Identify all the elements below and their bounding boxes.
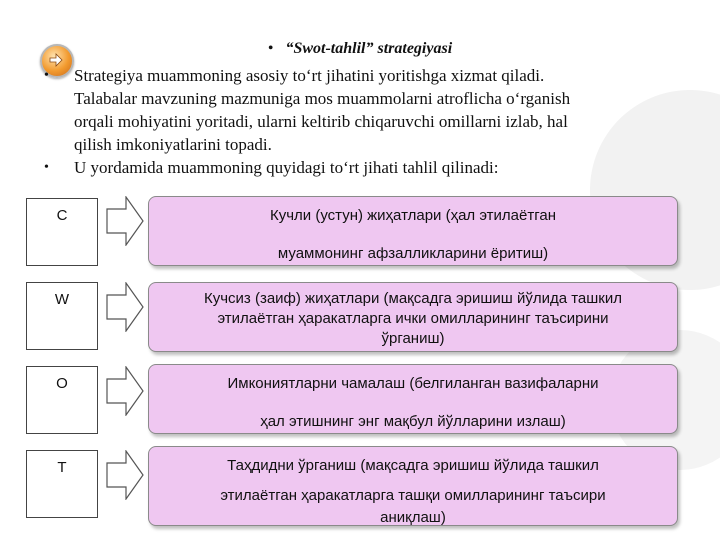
bullet-line: Talabalar mavzuning mazmuniga mos muammolarni atroflicha o‘rganish [74, 89, 571, 108]
block-arrow-right-icon [106, 366, 144, 416]
desc-line: этилаётган ҳаракатларга ташқи омилларининг таъсири [220, 487, 606, 504]
swot-desc-weaknesses [148, 282, 678, 352]
bullet-dot: • [44, 160, 49, 175]
bullet-line: orqali mohiyatini yoritadi, ularni keltirib chiqaruvchi omillarni izlab, hal [74, 112, 568, 131]
bullet-line: qilish imkoniyatlarini topadi. [74, 135, 272, 154]
bullet-line: U yordamida muammoning quyidagi to‘rt jihati tahlil qilinadi: [74, 158, 499, 177]
desc-line: Кучсиз (заиф) жиҳатлари (мақсадга эришиш йўлида ташкил [203, 290, 622, 307]
desc-line: Имкониятларни чамалаш (белгиланган вазифаларни [227, 375, 599, 392]
swot-letter-o: O [26, 366, 98, 434]
desc-line: Таҳдидни ўрганиш (мақсадга эришиш йўлида ташкил [227, 457, 599, 474]
bullet-line: Strategiya muammoning asosiy to‘rt jihatini yoritishga xizmat qiladi. [74, 66, 545, 85]
desc-line: ҳал этишнинг энг мақбул йўлларини излаш) [260, 413, 566, 430]
swot-desc-opportunities [148, 364, 678, 434]
desc-line: этилаётган ҳаракатларга ички омилларининг таъсирини [217, 310, 609, 327]
bullet-item [44, 156, 684, 179]
swot-letter-t: T [26, 450, 98, 518]
desc-line: аниқлаш) [380, 509, 446, 526]
title-text: “Swot-tahlil” strategiyasi [285, 40, 453, 57]
slide-title [0, 40, 720, 58]
swot-desc-threats [148, 446, 678, 526]
bullet-text [74, 156, 684, 179]
title-bullet: • [267, 40, 274, 57]
swot-desc-strengths [148, 196, 678, 266]
bullet-dot: • [44, 68, 49, 83]
block-arrow-right-icon [106, 196, 144, 246]
swot-letter-c: C [26, 198, 98, 266]
swot-letter-w: W [26, 282, 98, 350]
desc-line: муаммонинг афзалликларини ёритиш) [277, 245, 549, 262]
desc-line: ўрганиш) [381, 330, 445, 347]
bullet-list [44, 64, 684, 179]
block-arrow-right-icon [106, 450, 144, 500]
bullet-item [44, 64, 684, 156]
block-arrow-right-icon [106, 282, 144, 332]
desc-line: Кучли (устун) жиҳатлари (ҳал этилаётган [269, 207, 557, 224]
bullet-text [74, 64, 684, 156]
